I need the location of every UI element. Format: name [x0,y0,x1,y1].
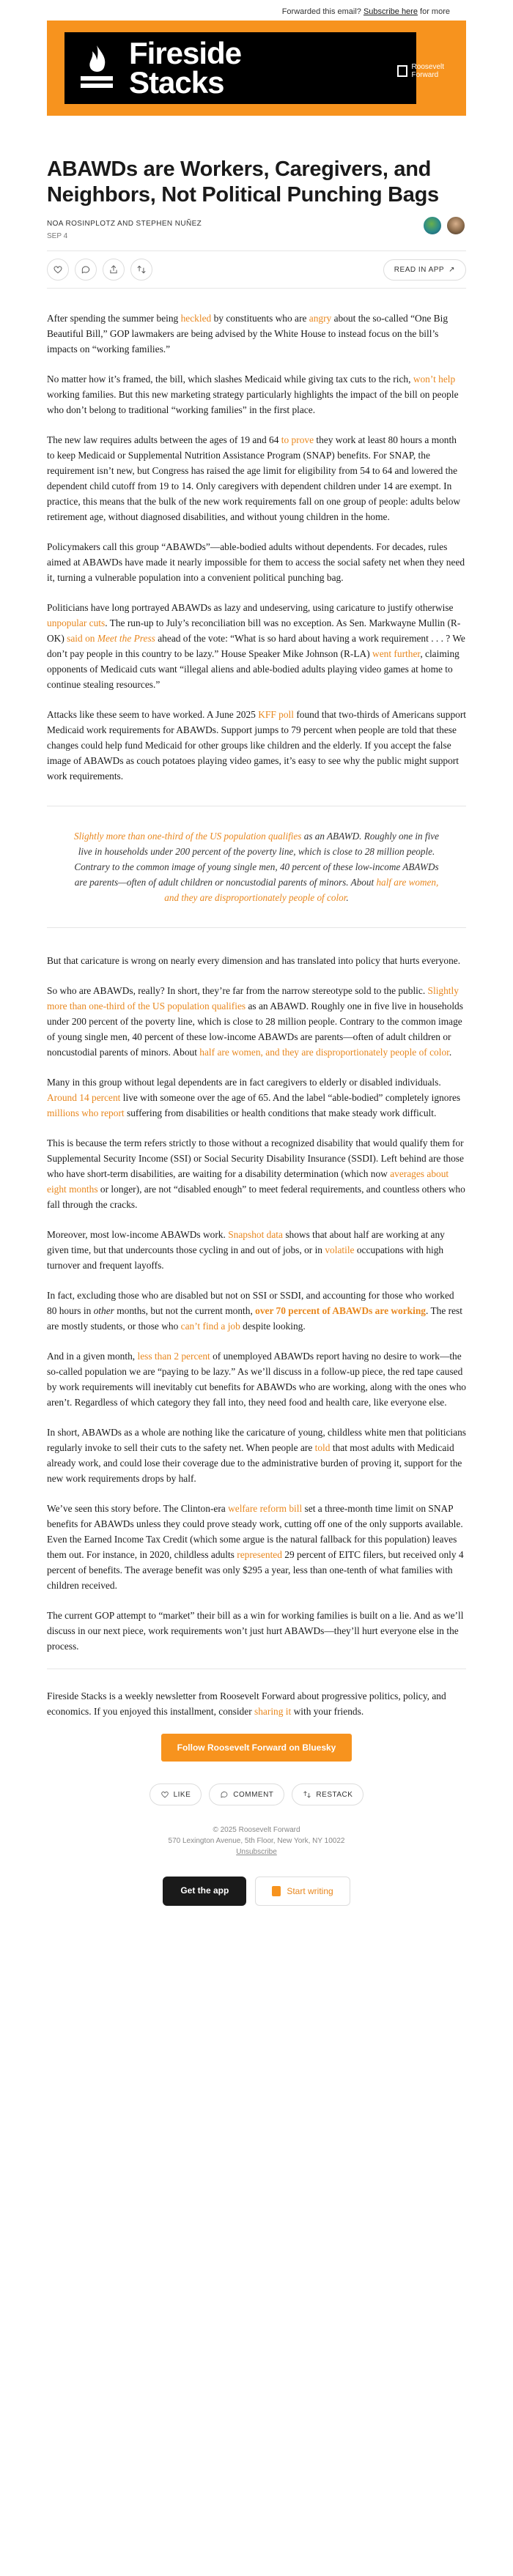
link[interactable]: welfare reform bill [228,1503,303,1514]
link[interactable]: millions who report [47,1107,125,1118]
substack-icon [272,1886,281,1896]
link[interactable]: went further [372,648,421,659]
author-avatars[interactable] [422,215,466,236]
link[interactable]: averages about eight months [47,1168,449,1195]
header-banner[interactable] [47,21,466,116]
link[interactable]: over 70 percent of ABAWDs are working [255,1305,426,1316]
app-promo [47,1877,466,1928]
link[interactable]: half are women, and they are disproportionately people of color [199,1047,449,1058]
publisher-logo: Roosevelt Forward [397,63,444,79]
link[interactable]: to prove [281,434,314,445]
share-button[interactable] [103,259,125,281]
comment-button[interactable]: COMMENT [209,1783,284,1805]
link[interactable]: said on Meet the Press [67,633,155,644]
arrow-up-right-icon: ↗ [449,265,455,274]
share-link[interactable]: sharing it [254,1706,292,1717]
link[interactable]: Slightly more than one-third of the US population qualifies [74,831,302,842]
link[interactable]: Slightly more than one-third of the US population qualifies [47,985,459,1012]
link[interactable]: Snapshot data [228,1229,283,1240]
read-in-app-button[interactable]: READ IN APP ↗ [383,259,466,281]
fire-stack-icon [78,42,116,94]
avatar[interactable] [422,215,443,236]
restack-icon [136,264,147,275]
get-app-button[interactable]: Get the app [163,1877,246,1906]
bottom-actions [47,1783,466,1805]
share-icon [108,264,119,275]
link[interactable]: told [314,1442,331,1453]
roosevelt-icon [397,65,407,77]
subscribe-link[interactable]: Subscribe here [363,7,418,16]
comment-button[interactable] [75,259,97,281]
restack-button[interactable] [130,259,152,281]
post-date: SEP 4 [47,232,68,240]
link[interactable]: represented [237,1549,282,1560]
heart-icon [53,264,63,275]
paragraph: Many in this group without legal dependents are in fact caregivers to elderly or disabled individuals. Around 14 percent live with someone over the age of 65. And the label “able-bodied” completely ignores millions who report suffering from disabilities or health conditions that make steady work difficult. [47,1077,461,1118]
paragraph: And in a given month, less than 2 percent of unemployed ABAWDs report having no desire to work—the so-called population we are “paying to be lazy.” As we’ll discuss in a follow-up piece, the red tape caused by work requirements will inevitably cut benefits for ABAWDs who are working, along with the ones who aren’t. Regardless of which category they fall into, they need food and health care, like everyone else. [47,1351,467,1408]
follow-bluesky-button[interactable]: Follow Roosevelt Forward on Bluesky [161,1734,353,1762]
restack-icon [303,1790,311,1799]
link[interactable]: can’t find a job [180,1321,240,1332]
brand-name: Fireside Stacks [129,36,242,100]
paragraph: Policymakers call this group “ABAWDs”—able-bodied adults without dependents. For decades, rules aimed at ABAWDs have made it nearly impossible for them to access the social safety net when they need it, turning a vulnerable population into a convenient political punching bag. [47,541,465,583]
paragraph: But that caricature is wrong on nearly every dimension and has translated into policy that hurts everyone. [47,955,461,966]
link[interactable]: won’t help [413,374,456,385]
paragraph: No matter how it’s framed, the bill, which slashes Medicaid while giving tax cuts to the rich, won’t help working families. But this new marketing strategy particularly highlights the impact of the bill on people who don’t belong to traditional “working families” in the first place. [47,374,459,415]
paragraph: In fact, excluding those who are disabled but not on SSI or SSDI, and accounting for those who worked 80 hours in other months, but not the current month, over 70 percent of ABAWDs are working. The rest are mostly students, or those who can’t find a job despite looking. [47,1290,462,1332]
post-authors[interactable]: NOA ROSINPLOTZ AND STEPHEN NUÑEZ [47,220,202,228]
paragraph: We’ve seen this story before. The Clinton-era welfare reform bill set a three-month time limit on SNAP benefits for ABAWDs unless they could prove steady work, cutting off one of the only supports available. Even the Earned Income Tax Credit (which some argue is the natural fallback for this population) leaves them out. For instance, in 2020, childless adults represented 29 percent of EITC filers, but received only 4 percent of benefits. The average benefit was only $295 a year, less than one-tenth of what families with children received. [47,1503,464,1591]
unsubscribe-link[interactable]: Unsubscribe [236,1848,277,1856]
paragraph: Attacks like these seem to have worked. A June 2025 KFF poll found that two-thirds of Americans support Medicaid work requirements for ABAWDs. Support jumps to 79 percent when people are told that these changes could help fund Medicaid for other groups like children and the elderly. If you accept the false image of ABAWDs as couch potatoes playing video games, it’s easy to see why the public might support work requirements. [47,709,467,782]
link[interactable]: half are women, and they are disproportionately people of color [164,877,439,903]
avatar[interactable] [446,215,466,236]
restack-button[interactable]: RESTACK [292,1783,363,1805]
byline [47,215,466,240]
link[interactable]: unpopular cuts [47,617,106,628]
link[interactable]: heckled [180,313,212,324]
footer-legal: © 2025 Roosevelt Forward 570 Lexington Avenue, 5th Floor, New York, NY 10022 Unsubscribe [47,1825,466,1857]
link[interactable]: Around 14 percent [47,1092,121,1103]
post-title[interactable]: ABAWDs are Workers, Caregivers, and Neighbors, Not Political Punching Bags [47,157,439,207]
paragraph: So who are ABAWDs, really? In short, they’re far from the narrow stereotype sold to the public. Slightly more than one-third of the US population qualifies as an ABAWD. Roughly one in five live in households under 200 percent of the poverty line, which is close to 28 million people. Contrary to the common image of young single men, 40 percent of these low-income ABAWDs are parents—often of adult children or noncustodial parents of minors. About half are women, and they are disproportionately people of color. [47,985,463,1058]
paragraph: In short, ABAWDs as a whole are nothing like the caricature of young, childless white men that politicians regularly invoke to sell their cuts to the safety net. When people are told that most adults with Medicaid already work, and could lose their coverage due to the administrative burden of proving it, support for the new work requirements drops by half. [47,1427,466,1484]
paragraph: After spending the summer being heckled by constituents who are angry about the so-called “One Big Beautiful Bill,” GOP lawmakers are being advised by the White House to instead focus on the bill’s impacts on “working families.” [47,313,449,355]
link[interactable]: KFF poll [258,709,294,720]
start-writing-button[interactable]: Start writing [255,1877,350,1906]
paragraph: Moreover, most low-income ABAWDs work. Snapshot data shows that about half are working at any given time, but that undercounts those cycling in and out of jobs, or in volatile occupations with high turnover and frequent layoffs. [47,1229,445,1271]
pull-quote: Slightly more than one-third of the US population qualifies as an ABAWD. Roughly one in five live in households under 200 percent of the poverty line, which is close to 28 million people. Contrary to the common image of young single men, 40 percent of these low-income ABAWDs are parents—often of adult children or noncustodial parents of minors. About half are women, and they are disproportionately people of color. [47,806,466,928]
link[interactable]: volatile [325,1244,355,1255]
comment-icon [81,264,91,275]
link[interactable]: less than 2 percent [137,1351,210,1362]
forward-notice: Forwarded this email? Subscribe here for more [281,7,450,16]
paragraph: The current GOP attempt to “market” their bill as a win for working families is built on a lie. And as we’ll discuss in our next piece, work requirements won’t just hurt ABAWDs—they’ll hurt everyone else in the process. [47,1610,464,1652]
like-button[interactable] [47,259,69,281]
post-actions [47,250,466,289]
newsletter-note: Fireside Stacks is a weekly newsletter from Roosevelt Forward about progressive politics, policy, and economics. If you enjoyed this installment, consider sharing it with your friends. [47,1669,466,1719]
heart-icon [160,1790,169,1799]
paragraph: The new law requires adults between the ages of 19 and 64 to prove they work at least 80 hours a month to keep Medicaid or Supplemental Nutrition Assistance Program (SNAP) benefits. For SNAP, the requirement isn’t new, but Congress has raised the age limit for eligibility from 54 to 64 and lowered the dependent child cutoff from 19 to 14. Only caregivers with dependent children under 14 are exempt. In practice, this means that the bulk of the new work requirements fall on one group of people: adults below retirement age, without diagnosed disabilities, and without young children in the home. [47,434,461,522]
paragraph: Politicians have long portrayed ABAWDs as lazy and undeserving, using caricature to justify otherwise unpopular cuts. The run-up to July’s reconciliation bill was no exception. As Sen. Markwayne Mullin (R-OK) said on Meet the Press ahead of the vote: “What is so hard about having a work requirement . . . ? We don’t pay people in this country to be lazy.” House Speaker Mike Johnson (R-LA) went further, claiming opponents of Medicaid cuts want “illegal aliens and able-bodied adults playing video games at home to continue stealing resources.” [47,602,465,690]
comment-icon [220,1790,229,1799]
link[interactable]: angry [309,313,332,324]
like-button[interactable]: LIKE [150,1783,202,1805]
brand-block [64,32,416,104]
paragraph: This is because the term refers strictly to those without a recognized disability that would qualify them for Supplemental Security Income (SSI) or Social Security Disability Insurance (SSDI). Left behind are those who have short-term disabilities, are waiting for a disability determination (which now averages about eight months or longer), are not “disabled enough” to meet federal requirements, and countless others who fall through the cracks. [47,1137,465,1210]
